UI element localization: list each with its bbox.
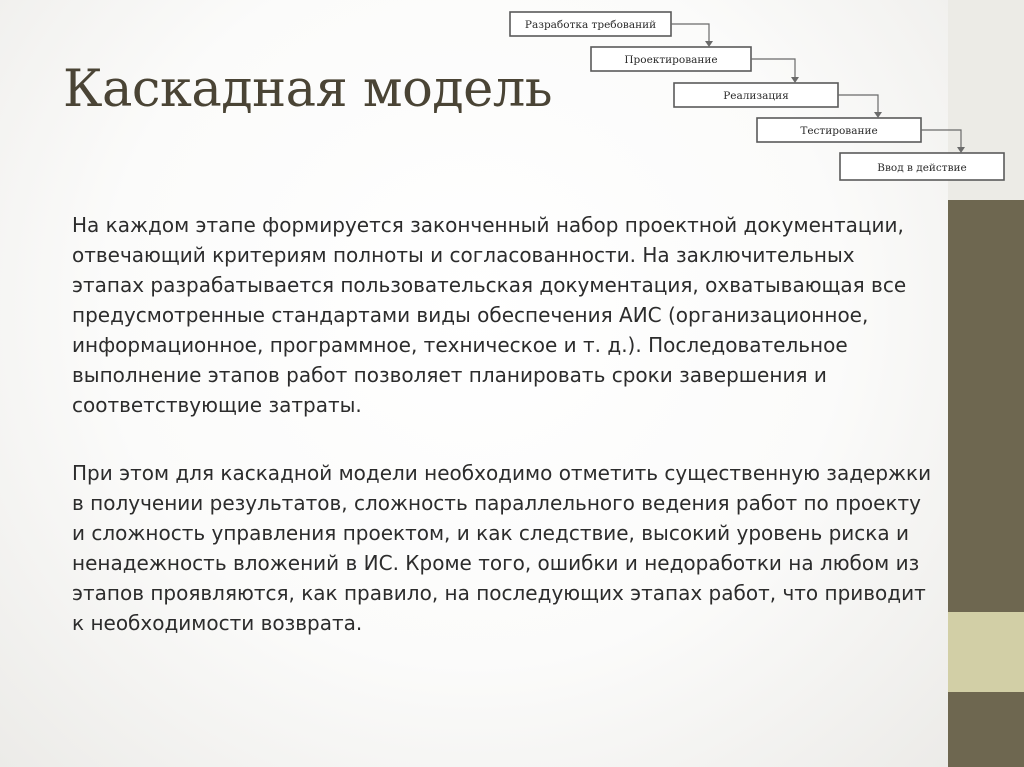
arrow-requirements-to-design: [671, 24, 709, 42]
waterfall-diagram: [500, 5, 1020, 190]
sidebar-band-dark: [948, 200, 1024, 612]
arrowhead-implementation: [791, 77, 799, 83]
slide-body: [72, 210, 932, 638]
paragraph-drawbacks: При этом для каскадной модели необходимо отметить существенную задержки в получении результатов, сложность параллельного ведения работ по проекту и сложность управления проектом, и как следствие, высокий уровень риска и ненадежность вложений в ИС. Кроме того, ошибки и недоработки на любом из этапов проявляются, как правило, на последующих этапах работ, что приводит к необходимости возврата.: [72, 461, 932, 635]
paragraph-documentation: На каждом этапе формируется законченный набор проектной документации, отвечающий критериям полноты и согласованности. На заключительных этапах разрабатывается пользовательская документация, охватывающая все предусмотренные стандартами виды обеспечения АИС (организационное, информационное, программное, техническое и т. д.). Последовательное выполнение этапов работ позволяет планировать сроки завершения и соответствующие затраты.: [72, 213, 907, 417]
sidebar-band-light: [948, 612, 1024, 692]
arrowhead-testing: [874, 112, 882, 118]
stage-label-design: Проектирование: [624, 54, 718, 66]
stage-label-testing: Тестирование: [800, 125, 878, 137]
sidebar-band-bottom: [948, 692, 1024, 767]
arrow-design-to-implementation: [751, 59, 795, 77]
arrow-testing-to-deployment: [921, 130, 961, 147]
stage-label-deployment: Ввод в действие: [877, 162, 967, 174]
arrowhead-deployment: [957, 147, 965, 153]
stage-label-implementation: Реализация: [723, 90, 789, 102]
stage-label-requirements: Разработка требований: [524, 19, 657, 31]
arrowhead-design: [705, 41, 713, 47]
slide-title: Каскадная модель: [63, 60, 553, 119]
arrow-implementation-to-testing: [838, 95, 878, 112]
